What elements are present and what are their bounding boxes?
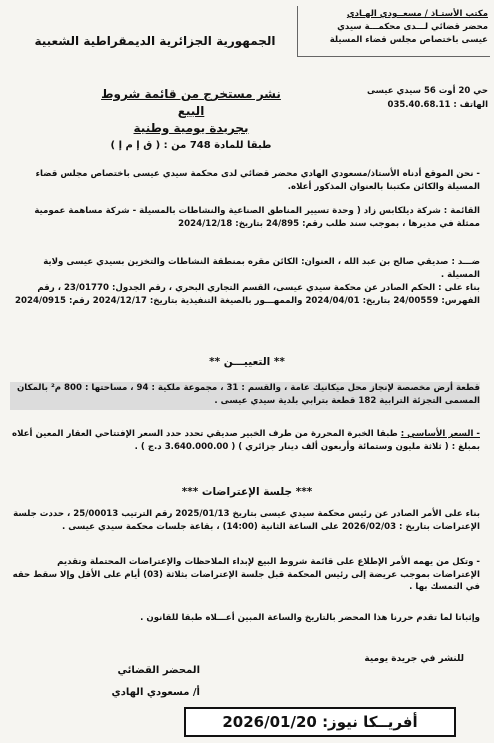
section-objections: *** جلسة الإعتراضات ***	[181, 486, 313, 498]
office-header	[302, 8, 488, 47]
republic-heading: الجمهورية الجزائرية الديمقراطية الشعبية	[34, 34, 276, 48]
office-contact	[298, 84, 488, 112]
paragraph-applicant: القائمة : شركة ديلكابس زاد ( وحدة تسيير المناطق الصناعية والنشاطات بالمسيلة - شركة مساهمة عمومية ممثلة في مديرها ، بموجب سند طلب رقم: 24/895 بتاريخ: 2024/12/18	[34, 206, 480, 229]
title-article: طبقا للمادة 748 من : ( ق إ م إ )	[110, 140, 272, 151]
paragraph-objections-date: بناء على الأمر الصادر عن رئيس محكمة سيدي عيسى بتاريخ 2025/01/13 رقم الترتيب 25/00013 ، حددت جلسة الإعتراضات بتاريخ : 2026/02/03 على الساعة الثانية (14:00) ، بقاعة جلسات محكمة سيدي عيسى .	[13, 509, 480, 532]
signature-role: المحضر القضائي	[117, 665, 200, 676]
paragraph-based-on: بناء على : الحكم الصادر عن محكمة سيدي عيسى، القسم التجاري البحري ، رقم الجدول: 23/01770 ، رقم الفهرس: 24/00559 بتاريخ: 2024/04/01 والممهـــور بالصيغة التنفيذية بتاريخ: 2024/12/17 رقم: 2024/0915	[15, 283, 480, 306]
price-text: طبقا الخبرة المحررة من طرف الخبير صديقي تحدد حدد السعر الإفتتاحي العقار المعين أعلاه بمبلغ : ( ثلاثة مليون وستمائة وأربعون ألف دينار جزائري ) ( 3.640.000.00 د.ج ) .	[12, 429, 480, 452]
paragraph-against: ضـــد : صديقي صالح بن عبد الله ، العنوان: الكائن مقره بمنطقة النشاطات والتخزين بسيدي عيسى ولاية المسيلة .	[43, 257, 480, 280]
newspaper-date: 2026/01/20	[222, 713, 317, 731]
signature-name: أ/ مسعودي الهادي	[111, 687, 200, 698]
newspaper-name: أفريــكا نيوز:	[322, 713, 418, 731]
signature-block	[40, 660, 200, 704]
office-address: حي 20 أوت 56 سيدي عيسى	[366, 86, 488, 96]
title-newspaper: بجريدة يومية وطنية	[133, 121, 249, 135]
paragraph-bailiff: - نحن الموقع أدناه الأستاذ/مسعودي الهادي محضر قضائي لدى محكمة سيدي عيسى باختصاص مجلس قضاء المسيلة والكائن مكتبنا بالعنوان المذكور أعلاه.	[35, 169, 480, 192]
property-description: قطعة أرض مخصصة لإنجاز محل ميكانيك عامة ، والقسم : 31 ، مجموعة ملكية : 94 ، مساحتها : 800 م² بالمكان المسمى التجزئة الترابية 182 قطعة بترابي بلدية سيدي عيسى .	[10, 382, 480, 410]
paragraph-price	[12, 428, 480, 453]
paragraph-notice: - وتكل من يهمه الأمر الإطلاع على قائمة شروط البيع لإبداء الملاحظات والإعتراضات المحتملة وتقديم الإعتراضات بموجب عريضة إلى رئيس المحكمة قبل جلسة الإعتراضات بثلاثة (03) أيام على الأقل وإلا سقط حقه في التمسك بها .	[12, 557, 480, 592]
publish-note: للنشر في جريدة يومية	[364, 654, 464, 664]
paragraph-closing: وإثباتا لما تقدم حررنا هذا المحضر بالتاريخ والساعة المبين أعـــلاه طبقا للقانون .	[140, 613, 480, 623]
office-phone: الهاتف : 035.40.68.11	[387, 100, 488, 110]
office-line-2: محضر قضائي لـــدى محكمـــة سيدي	[337, 22, 488, 32]
document-titles	[96, 86, 286, 154]
section-designation: ** التعييـــن **	[209, 356, 285, 368]
title-main: نشر مستخرج من قائمة شروط البيع	[101, 87, 281, 118]
office-line-3: عيسى باختصاص مجلس قضاء المسيلة	[329, 35, 488, 45]
newspaper-footer	[184, 707, 456, 737]
price-label: - السعر الأساسي :	[400, 429, 480, 439]
office-line-1: مكتب الأستـاذ / مسعــودي الهـادي	[346, 9, 488, 19]
